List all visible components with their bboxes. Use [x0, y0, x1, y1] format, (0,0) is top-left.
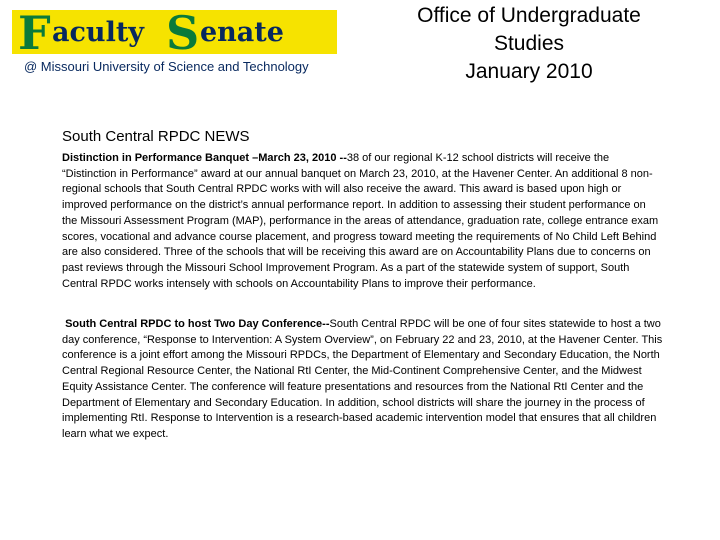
- article-lead: South Central RPDC to host Two Day Conference--: [65, 318, 330, 330]
- article-lead: Distinction in Performance Banquet –March 23, 2010 --: [62, 152, 347, 164]
- logo-word-enate: enate: [200, 17, 284, 48]
- news-heading: South Central RPDC NEWS: [62, 128, 250, 145]
- news-article-conference: [62, 317, 664, 443]
- logo-word-aculty: aculty: [52, 17, 144, 48]
- logo-letter-f: F: [18, 10, 51, 56]
- title-line-2: Studies: [493, 32, 565, 55]
- title-line-3: January 2010: [465, 60, 593, 83]
- page-title: [372, 2, 686, 86]
- article-body: 38 of our regional K-12 school districts will receive the “Distinction in Performance” award at our annual banquet on March 23, 2010, at the Havener Center. An additional 8 non-regional schools that South Central RPDC works with will also receive the award. This award is based upon high or improved performance on the district’s annual performance report. In addition to assessing their student performance on the Missouri Assessment Program (MAP), performance in the areas of attendance, graduation rate, college entrance exam scores, vocational and advance course placement, and progress toward meeting the requirements of No Child Left Behind are also considered. Three of the schools that will be receiving this award are on Accountability Plans due to concerns on past reviews through the Missouri School Improvement Program. As a part of the statewide system of support, South Central RPDC works intensely with schools on Accountability Plans to improve their performance.: [62, 152, 659, 290]
- faculty-senate-logo: [12, 10, 337, 78]
- logo-tagline: @ Missouri University of Science and Technology: [24, 59, 309, 74]
- title-line-1: Office of Undergraduate: [417, 4, 641, 27]
- article-body: South Central RPDC will be one of four sites statewide to host a two day conference, “Response to Intervention: A System Overview”, on February 22 and 23, 2010, at the Havener Center. This conference is a joint effort among the Missouri RPDCs, the Department of Elementary and Secondary Education, the North Central Regional Resource Center, the National RtI Center, the Mid-Continent Comprehensive Center, and the Midwest Equity Assistance Center. The conference will feature presentations and resources from the National RtI Center and the Department of Elementary and Secondary Education. In addition, school districts will share the journey in the process of implementing RtI. Response to Intervention is a research-based academic intervention model that ensures that all children learn what we expect.: [62, 318, 663, 440]
- logo-letter-s: S: [166, 10, 200, 56]
- news-article-banquet: [62, 151, 662, 292]
- logo-wordmark: [12, 10, 337, 56]
